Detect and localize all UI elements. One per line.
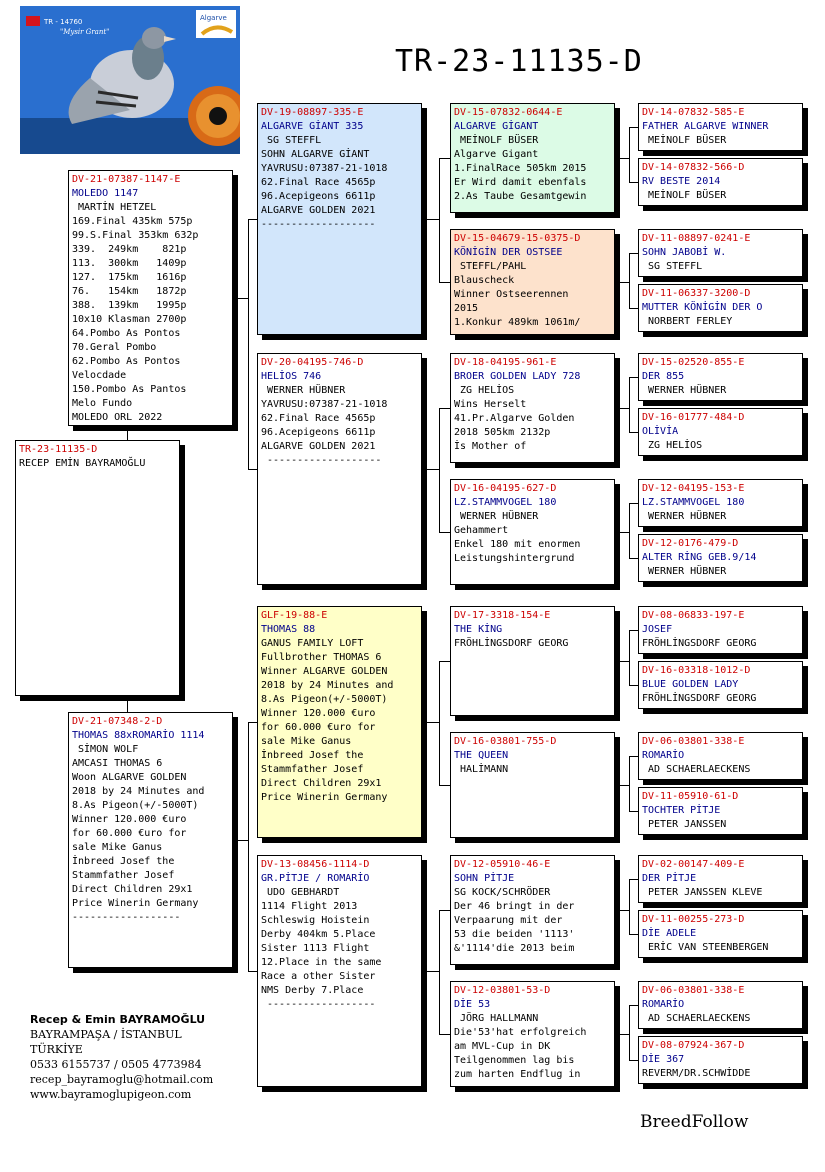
contact-website: www.bayramoglupigeon.com xyxy=(30,1088,192,1101)
connector-line xyxy=(439,408,440,532)
pigeon-name: JOSEF xyxy=(642,624,673,635)
pedigree-text-line: Schleswig Hoistein xyxy=(261,915,370,926)
pigeon-name: TOCHTER PİTJE xyxy=(642,805,721,816)
pedigree-text-line: Wins Herselt xyxy=(454,399,527,410)
pedigree-text-line: Race a other Sister xyxy=(261,971,376,982)
pigeon-name: DER 855 xyxy=(642,371,685,382)
pedigree-text-line: 76. 154km 1872p xyxy=(72,286,187,297)
pedigree-text-line: FRÖHLİNGSDORF GEORG xyxy=(642,693,757,704)
pedigree-text-line: MOLEDO ORL 2022 xyxy=(72,412,163,423)
connector-line xyxy=(629,377,638,378)
logo-subtitle-text: "Mysir Grant" xyxy=(60,28,110,36)
pedigree-text-line: 150.Pombo As Pantos xyxy=(72,384,187,395)
pedigree-text-line: AD SCHAERLAECKENS xyxy=(642,1013,751,1024)
pigeon-name: THE QUEEN xyxy=(454,750,509,761)
pedigree-text-line: 169.Final 435km 575p xyxy=(72,216,193,227)
pedigree-text-line: 96.Acepigeons 6611p xyxy=(261,427,376,438)
pedigree-text-line: YAVRUSU:07387-21-1018 xyxy=(261,163,388,174)
pedigree-text-line: Verpaarung mit der xyxy=(454,915,563,926)
pedigree-text-line: 12.Place in the same xyxy=(261,957,382,968)
connector-line xyxy=(248,971,257,972)
logo-ring-text: TR - 14760 xyxy=(44,18,83,26)
connector-line xyxy=(629,253,638,254)
pedigree-text-line: WERNER HÜBNER xyxy=(642,511,727,522)
pedigree-text-line: Woon ALGARVE GOLDEN xyxy=(72,772,187,783)
connector-line xyxy=(439,661,440,785)
pedigree-text-line: Blauscheck xyxy=(454,275,515,286)
connector-line xyxy=(248,722,257,723)
connector-line xyxy=(629,685,638,686)
pedigree-text-line: ------------------- xyxy=(261,219,376,230)
ring-number: DV-14-07832-566-D xyxy=(642,162,745,173)
pigeon-name: BLUE GOLDEN LADY xyxy=(642,679,739,690)
pedigree-text-line: MEİNOLF BÜSER xyxy=(454,135,539,146)
ring-number: DV-21-07387-1147-E xyxy=(72,174,181,185)
connector-line xyxy=(238,298,248,299)
ring-number: GLF-19-88-E xyxy=(261,610,328,621)
pedigree-text-line: ZG HELİOS xyxy=(642,440,703,451)
connector-line xyxy=(248,219,257,220)
ring-number: DV-16-04195-627-D xyxy=(454,483,557,494)
ring-number: DV-20-04195-746-D xyxy=(261,357,364,368)
pedigree-text-line: İs Mother of xyxy=(454,441,527,452)
pedigree-box-dsd xyxy=(450,732,615,838)
pedigree-box-ss xyxy=(257,103,422,335)
connector-line xyxy=(439,910,450,911)
contact-block xyxy=(30,1012,213,1102)
pedigree-text-line: Gehammert xyxy=(454,525,509,536)
pedigree-box-g4_5 xyxy=(638,353,803,401)
pedigree-text-line: SOHN ALGARVE GİANT xyxy=(261,149,370,160)
pedigree-text-line: 53 die beiden '1113' xyxy=(454,929,575,940)
pedigree-box-g4_1 xyxy=(638,103,803,151)
pedigree-box-ds xyxy=(257,606,422,838)
pedigree-box-g4_3 xyxy=(638,229,803,277)
contact-city: BAYRAMPAŞA / İSTANBUL xyxy=(30,1028,182,1041)
pedigree-text-line: NORBERT FERLEY xyxy=(642,316,733,327)
pigeon-name: ALTER RİNG GEB.9/14 xyxy=(642,552,757,563)
connector-line xyxy=(620,785,629,786)
pedigree-text-line: AMCASI THOMAS 6 xyxy=(72,758,163,769)
connector-line xyxy=(439,408,450,409)
connector-line xyxy=(629,811,638,812)
pigeon-name: DİE 53 xyxy=(454,999,491,1010)
pigeon-name: ROMARİO xyxy=(642,750,685,761)
pedigree-text-line: Die'53'hat erfolgreich xyxy=(454,1027,587,1038)
ring-number: DV-11-00255-273-D xyxy=(642,914,745,925)
pigeon-name: HELİOS 746 xyxy=(261,371,322,382)
pedigree-box-g4_4 xyxy=(638,284,803,332)
pedigree-text-line: Winner 120.000 €uro xyxy=(72,814,187,825)
pedigree-text-line: SG KOCK/SCHRÖDER xyxy=(454,887,551,898)
contact-country: TÜRKİYE xyxy=(30,1043,83,1056)
pedigree-text-line: JÖRG HALLMANN xyxy=(454,1013,539,1024)
ring-number: DV-08-06833-197-E xyxy=(642,610,745,621)
pigeon-name: ALGARVE GİGANT xyxy=(454,121,539,132)
pedigree-text-line: Melo Fundo xyxy=(72,398,133,409)
pedigree-text-line: 1.Konkur 489km 1061m/ xyxy=(454,317,581,328)
connector-line xyxy=(629,503,638,504)
connector-line xyxy=(620,1034,629,1035)
pedigree-text-line: WERNER HÜBNER xyxy=(454,511,539,522)
pedigree-text-line: SG STEFFL xyxy=(642,261,703,272)
pedigree-text-line: WERNER HÜBNER xyxy=(261,385,346,396)
ring-number: DV-21-07348-2-D xyxy=(72,716,163,727)
pedigree-text-line: MARTİN HETZEL xyxy=(72,202,157,213)
pigeon-name: ROMARİO xyxy=(642,999,685,1010)
ring-number: DV-17-3318-154-E xyxy=(454,610,551,621)
connector-line xyxy=(629,377,630,432)
pedigree-text-line: REVERM/DR.SCHWİDDE xyxy=(642,1068,751,1079)
pedigree-text-line: 113. 300km 1409p xyxy=(72,258,187,269)
pedigree-box-sds xyxy=(450,353,615,463)
connector-line xyxy=(629,1005,638,1006)
ring-number: DV-16-01777-484-D xyxy=(642,412,745,423)
ring-number: DV-15-04679-15-0375-D xyxy=(454,233,581,244)
connector-line xyxy=(439,1034,450,1035)
pedigree-text-line: 2018 by 24 Minutes and xyxy=(72,786,205,797)
logo-brand-text: Algarve xyxy=(200,14,227,22)
ring-number: DV-14-07832-585-E xyxy=(642,107,745,118)
connector-line xyxy=(439,158,450,159)
pedigree-text-line: 8.As Pigeon(+/-5000T) xyxy=(261,694,388,705)
pedigree-box-g4_11 xyxy=(638,732,803,780)
pedigree-box-g4_14 xyxy=(638,910,803,958)
ring-number: DV-06-03801-338-E xyxy=(642,985,745,996)
ring-number: DV-02-00147-409-E xyxy=(642,859,745,870)
connector-line xyxy=(620,661,629,662)
pigeon-name: THOMAS 88 xyxy=(261,624,316,635)
connector-line xyxy=(427,219,439,220)
pedigree-text-line: Stammfather Josef xyxy=(261,764,364,775)
connector-line xyxy=(629,756,630,811)
pedigree-box-dd xyxy=(257,855,422,1087)
connector-line xyxy=(248,722,249,971)
pedigree-text-line: 388. 139km 1995p xyxy=(72,300,187,311)
ring-number: DV-12-04195-153-E xyxy=(642,483,745,494)
pedigree-box-g4_10 xyxy=(638,661,803,709)
connector-line xyxy=(620,910,629,911)
pigeon-name: LZ.STAMMVOGEL 180 xyxy=(642,497,745,508)
pedigree-box-g4_12 xyxy=(638,787,803,835)
pigeon-name: KÖNİGİN DER OSTSEE xyxy=(454,247,563,258)
ring-number: DV-19-08897-335-E xyxy=(261,107,364,118)
connector-line xyxy=(629,253,630,308)
pedigree-box-dss xyxy=(450,606,615,716)
pedigree-box-g4_7 xyxy=(638,479,803,527)
pedigree-title: TR-23-11135-D xyxy=(395,44,643,79)
pigeon-name: LZ.STAMMVOGEL 180 xyxy=(454,497,557,508)
connector-line xyxy=(620,158,629,159)
pedigree-box-g4_2 xyxy=(638,158,803,206)
connector-line xyxy=(620,532,629,533)
pedigree-box-g4_8 xyxy=(638,534,803,582)
pedigree-text-line: sale Mike Ganus xyxy=(72,842,163,853)
pedigree-text-line: ZG HELİOS xyxy=(454,385,515,396)
contact-name: Recep & Emin BAYRAMOĞLU xyxy=(30,1013,206,1026)
pigeon-name: DİE ADELE xyxy=(642,928,697,939)
pedigree-text-line: Price Winerin Germany xyxy=(261,792,388,803)
pedigree-text-line: WERNER HÜBNER xyxy=(642,566,727,577)
pedigree-text-line: Velocdade xyxy=(72,370,127,381)
pigeon-name: THOMAS 88xROMARİO 1114 xyxy=(72,730,205,741)
pedigree-text-line: ------------------ xyxy=(72,912,181,923)
pedigree-text-line: STEFFL/PAHL xyxy=(454,261,527,272)
pedigree-text-line: 10x10 Klasman 2700p xyxy=(72,314,187,325)
connector-line xyxy=(427,722,439,723)
pedigree-text-line: zum harten Endflug in xyxy=(454,1069,581,1080)
contact-email: recep_bayramoglu@hotmail.com xyxy=(30,1073,214,1086)
pedigree-text-line: PETER JANSSEN xyxy=(642,819,727,830)
pedigree-text-line: SG STEFFL xyxy=(261,135,322,146)
pigeon-name: ALGARVE GİANT 335 xyxy=(261,121,364,132)
ring-number: DV-11-08897-0241-E xyxy=(642,233,751,244)
ring-number: DV-12-0176-479-D xyxy=(642,538,739,549)
connector-line xyxy=(629,1060,638,1061)
pedigree-text-line: Winner 120.000 €uro xyxy=(261,708,376,719)
pedigree-text-line: FRÖHLİNGSDORF GEORG xyxy=(454,638,569,649)
pedigree-text-line: sale Mike Ganus xyxy=(261,736,352,747)
pedigree-text-line: 2018 by 24 Minutes and xyxy=(261,680,394,691)
pedigree-text-line: FRÖHLİNGSDORF GEORG xyxy=(642,638,757,649)
connector-line xyxy=(629,630,638,631)
pedigree-text-line: ------------------- xyxy=(261,455,382,466)
pigeon-name: DER PİTJE xyxy=(642,873,697,884)
pedigree-text-line: 70.Geral Pombo xyxy=(72,342,157,353)
ring-number: DV-08-07924-367-D xyxy=(642,1040,745,1051)
connector-line xyxy=(248,469,257,470)
pedigree-text-line: Direct Children 29x1 xyxy=(261,778,382,789)
pedigree-box-ddd xyxy=(450,981,615,1087)
pedigree-text-line: 2018 505km 2132p xyxy=(454,427,551,438)
contact-phone: 0533 6155737 / 0505 4773984 xyxy=(30,1058,202,1071)
connector-line xyxy=(629,1005,630,1060)
pedigree-text-line: Leistungshintergrund xyxy=(454,553,575,564)
pedigree-text-line: Derby 404km 5.Place xyxy=(261,929,376,940)
connector-line xyxy=(629,127,638,128)
pedigree-text-line: MEİNOLF BÜSER xyxy=(642,135,727,146)
pigeon-name: MUTTER KÖNİGİN DER O xyxy=(642,302,763,313)
pedigree-text-line: ERİC VAN STEENBERGEN xyxy=(642,942,769,953)
pigeon-name: THE KİNG xyxy=(454,624,503,635)
pedigree-text-line: Winner ALGARVE GOLDEN xyxy=(261,666,388,677)
connector-line xyxy=(439,532,450,533)
pedigree-text-line: 8.As Pigeon(+/-5000T) xyxy=(72,800,199,811)
pedigree-text-line: AD SCHAERLAECKENS xyxy=(642,764,751,775)
connector-line xyxy=(427,469,439,470)
footer-brand: BreedFollow xyxy=(640,1112,749,1132)
pedigree-text-line: Der 46 bringt in der xyxy=(454,901,575,912)
pigeon-name: SOHN JABOBİ W. xyxy=(642,247,727,258)
connector-line xyxy=(629,934,638,935)
pedigree-text-line: 64.Pombo As Pontos xyxy=(72,328,181,339)
pigeon-name: GR.PİTJE / ROMARİO xyxy=(261,873,370,884)
pedigree-box-sd xyxy=(257,353,422,585)
pigeon-name: RV BESTE 2014 xyxy=(642,176,721,187)
connector-line xyxy=(629,630,630,685)
ring-number: DV-15-02520-855-E xyxy=(642,357,745,368)
pedigree-box-dds xyxy=(450,855,615,965)
connector-line xyxy=(238,840,248,841)
pigeon-name: SOHN PİTJE xyxy=(454,873,515,884)
pedigree-text-line: Direct Children 29x1 xyxy=(72,884,193,895)
pedigree-text-line: RECEP EMİN BAYRAMOĞLU xyxy=(19,458,146,469)
pedigree-text-line: 96.Acepigeons 6611p xyxy=(261,191,376,202)
ring-number: DV-18-04195-961-E xyxy=(454,357,557,368)
connector-line xyxy=(439,282,450,283)
ring-number: DV-12-03801-53-D xyxy=(454,985,551,996)
connector-line xyxy=(439,785,450,786)
ring-number: DV-15-07832-0644-E xyxy=(454,107,563,118)
connector-line xyxy=(629,756,638,757)
pedigree-text-line: ------------------ xyxy=(261,999,376,1010)
pigeon-name: DİE 367 xyxy=(642,1054,685,1065)
connector-line xyxy=(427,971,439,972)
pedigree-text-line: 62.Final Race 4565p xyxy=(261,177,376,188)
breeder-logo xyxy=(20,6,240,154)
connector-line xyxy=(629,182,638,183)
pedigree-text-line: 1.FinalRace 505km 2015 xyxy=(454,163,587,174)
pedigree-box-g4_6 xyxy=(638,408,803,456)
pedigree-text-line: 62.Final Race 4565p xyxy=(261,413,376,424)
ring-number: DV-16-03318-1012-D xyxy=(642,665,751,676)
connector-line xyxy=(629,432,638,433)
pedigree-box-ssd xyxy=(450,229,615,335)
ring-number: DV-12-05910-46-E xyxy=(454,859,551,870)
pedigree-text-line: 62.Pombo As Pontos xyxy=(72,356,181,367)
pedigree-box-sss xyxy=(450,103,615,213)
pigeon-name: MOLEDO 1147 xyxy=(72,188,139,199)
pigeon-name: FATHER ALGARVE WINNER xyxy=(642,121,769,132)
pedigree-text-line: Winner Ostseerennen xyxy=(454,289,569,300)
connector-line xyxy=(439,910,440,1034)
pedigree-text-line: GANUS FAMILY LOFT xyxy=(261,638,364,649)
pedigree-text-line: Fullbrother THOMAS 6 xyxy=(261,652,382,663)
pedigree-text-line: WERNER HÜBNER xyxy=(642,385,727,396)
pedigree-text-line: 99.S.Final 353km 632p xyxy=(72,230,199,241)
pedigree-text-line: 339. 249km 821p xyxy=(72,244,187,255)
pedigree-text-line: for 60.000 €uro for xyxy=(261,722,376,733)
pedigree-text-line: HALİMANN xyxy=(454,764,509,775)
pigeon-name: BROER GOLDEN LADY 728 xyxy=(454,371,581,382)
pedigree-text-line: UDO GEBHARDT xyxy=(261,887,340,898)
ring-number: DV-06-03801-338-E xyxy=(642,736,745,747)
pedigree-text-line: Price Winerin Germany xyxy=(72,898,199,909)
pedigree-text-line: Er Wird damit ebenfals xyxy=(454,177,587,188)
pedigree-text-line: 1114 Flight 2013 xyxy=(261,901,358,912)
connector-line xyxy=(439,158,440,282)
pedigree-text-line: ALGARVE GOLDEN 2021 xyxy=(261,441,376,452)
connector-line xyxy=(620,282,629,283)
ring-number: DV-16-03801-755-D xyxy=(454,736,557,747)
pedigree-box-subject xyxy=(15,440,180,696)
pedigree-text-line: SİMON WOLF xyxy=(72,744,139,755)
pedigree-text-line: PETER JANSSEN KLEVE xyxy=(642,887,763,898)
connector-line xyxy=(629,879,630,934)
pedigree-text-line: ALGARVE GOLDEN 2021 xyxy=(261,205,376,216)
pedigree-box-g4_13 xyxy=(638,855,803,903)
pigeon-logo-icon xyxy=(20,6,240,154)
connector-line xyxy=(629,879,638,880)
connector-line xyxy=(439,661,450,662)
connector-line xyxy=(629,308,638,309)
pedigree-text-line: 2.As Taube Gesamtgewin xyxy=(454,191,587,202)
pedigree-text-line: NMS Derby 7.Place xyxy=(261,985,364,996)
ring-number: DV-11-06337-3200-D xyxy=(642,288,751,299)
pedigree-text-line: 127. 175km 1616p xyxy=(72,272,187,283)
pedigree-text-line: Algarve Gigant xyxy=(454,149,539,160)
pedigree-box-g4_15 xyxy=(638,981,803,1029)
connector-line xyxy=(629,558,638,559)
ring-number: DV-13-08456-1114-D xyxy=(261,859,370,870)
pedigree-text-line: MEİNOLF BÜSER xyxy=(642,190,727,201)
ring-number: TR-23-11135-D xyxy=(19,444,98,455)
pedigree-text-line: 41.Pr.Algarve Golden xyxy=(454,413,575,424)
connector-line xyxy=(629,503,630,558)
pigeon-name: OLİVİA xyxy=(642,426,679,437)
pedigree-text-line: Teilgenommen lag bis xyxy=(454,1055,575,1066)
connector-line xyxy=(620,408,629,409)
pedigree-box-g4_16 xyxy=(638,1036,803,1084)
pedigree-text-line: Enkel 180 mit enormen xyxy=(454,539,581,550)
pedigree-text-line: am MVL-Cup in DK xyxy=(454,1041,551,1052)
pedigree-box-dam xyxy=(68,712,233,968)
pedigree-text-line: Stammfather Josef xyxy=(72,870,175,881)
pedigree-text-line: YAVRUSU:07387-21-1018 xyxy=(261,399,388,410)
ring-number: DV-11-05910-61-D xyxy=(642,791,739,802)
pedigree-text-line: Sister 1113 Flight xyxy=(261,943,370,954)
pedigree-box-g4_9 xyxy=(638,606,803,654)
pedigree-text-line: 2015 xyxy=(454,303,479,314)
connector-line xyxy=(248,219,249,469)
pedigree-box-sdd xyxy=(450,479,615,585)
pedigree-text-line: İnbreed Josef the xyxy=(261,750,364,761)
pedigree-box-sire xyxy=(68,170,233,426)
connector-line xyxy=(629,127,630,182)
pedigree-text-line: &'1114'die 2013 beim xyxy=(454,943,575,954)
pedigree-text-line: for 60.000 €uro for xyxy=(72,828,187,839)
pedigree-text-line: İnbreed Josef the xyxy=(72,856,175,867)
